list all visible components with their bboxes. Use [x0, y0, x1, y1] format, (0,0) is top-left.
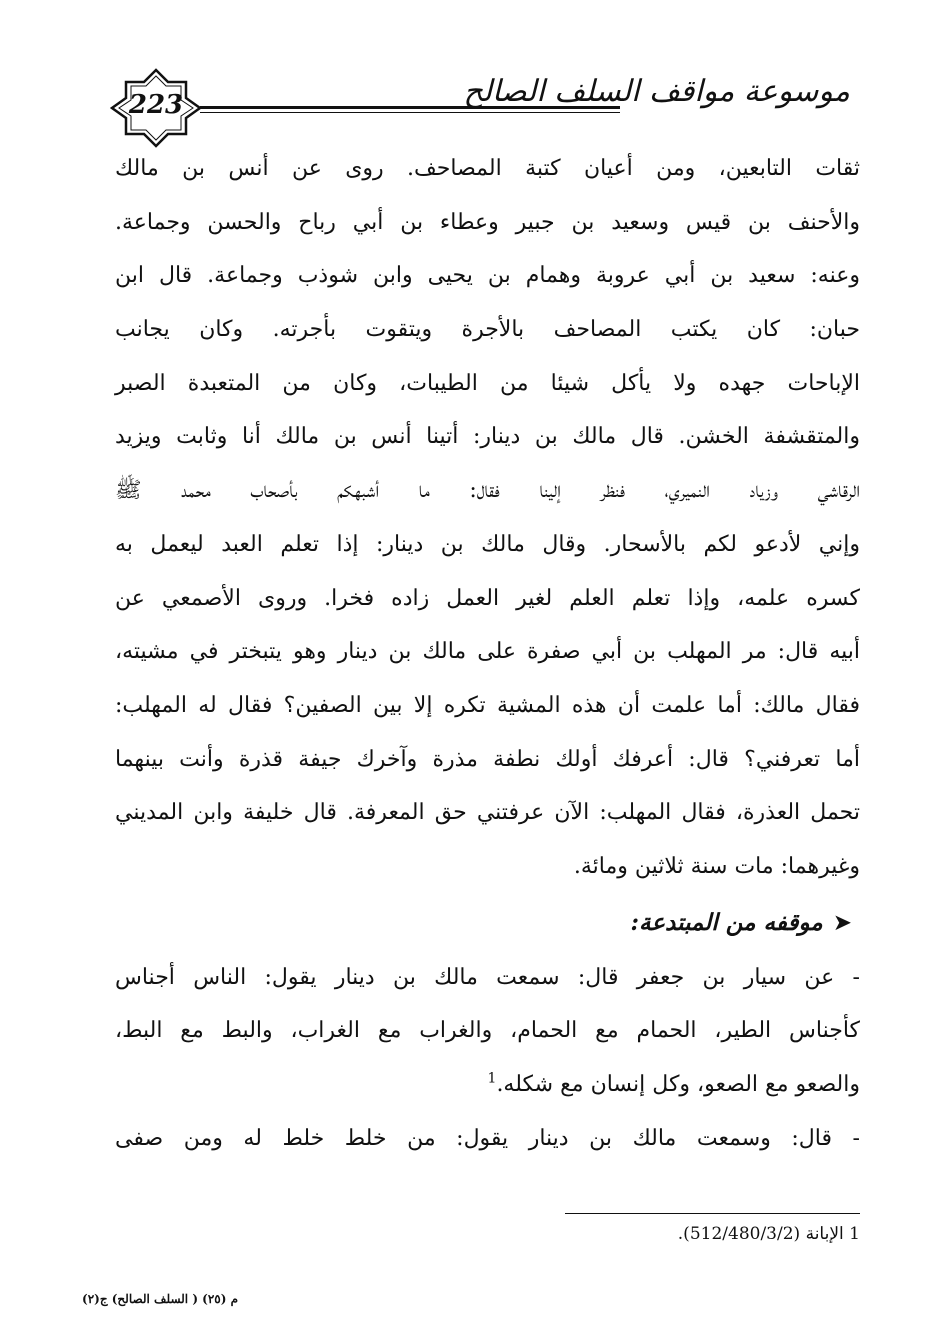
page-header — [90, 68, 850, 148]
text-line: وعنه: سعيد بن أبي عروبة وهمام بن يحيى وابن شوذب وجماعة. قال ابن — [115, 263, 860, 289]
main-text — [115, 142, 860, 1165]
section-heading-text: موقفه من المبتدعة: — [630, 908, 823, 936]
text-line: وإني لأدعو لكم بالأسحار. وقال مالك بن دينار: إذا تعلم العبد ليعمل به — [115, 531, 860, 557]
text-line: - عن سيار بن جعفر قال: سمعت مالك بن دينار يقول: الناس أجناس — [115, 964, 860, 990]
text-line: كأجناس الطير، الحمام مع الحمام، والغراب مع الغراب، والبط مع البط، — [115, 1018, 860, 1044]
footnote-rule — [565, 1213, 860, 1214]
running-title: موسوعة مواقف السلف الصالح — [463, 74, 850, 109]
text-line: أما تعرفني؟ قال: أعرفك أولك نطفة مذرة وآخرك جيفة قذرة وأنت بينهما — [115, 746, 860, 772]
arrow-bullet-icon: ➤ — [832, 909, 852, 936]
text-line-content: والصعو مع الصعو، وكل إنسان مع شكله. — [496, 1072, 860, 1097]
text-line: وغيرهما: مات سنة ثلاثين ومائة. — [573, 853, 860, 879]
header-rule-thin — [200, 112, 620, 113]
text-line: كسره علمه، وإذا تعلم العلم لغير العمل زاده فخرا. وروى الأصمعي عن — [115, 585, 860, 611]
text-line: تحمل العذرة، فقال المهلب: الآن عرفتني حق المعرفة. قال خليفة وابن المديني — [115, 800, 860, 826]
text-line: - قال: وسمعت مالك بن دينار يقول: من خلط خلط له ومن صفى — [115, 1125, 860, 1151]
text-line: والأحنف بن قيس وسعيد بن جبير وعطاء بن أبي رباح والحسن وجماعة. — [115, 209, 860, 235]
section-heading — [115, 894, 860, 951]
text-line: فقال مالك: أما علمت أن هذه المشية تكره إلا بين الصفين؟ فقال له المهلب: — [115, 692, 860, 718]
footnote: 1 الإبانة (512/480/3/2). — [677, 1224, 860, 1244]
text-line — [115, 1058, 860, 1112]
text-line: ثقات التابعين، ومن أعيان كتبة المصاحف. روى عن أنس بن مالك — [115, 156, 860, 181]
text-line: والمتقشفة الخشن. قال مالك بن دينار: أتينا أنس بن مالك أنا وثابت ويزيد — [115, 424, 860, 450]
text-line: حبان: كان يكتب المصاحف بالأجرة ويتقوت بأجرته. وكان يجانب — [115, 317, 860, 343]
text-line: الإباحات جهده ولا يأكل شيئا من الطيبات، وكان من المتعبدة الصبر — [115, 370, 860, 396]
text-line: أبيه قال: مر المهلب بن أبي صفرة على مالك بن دينار وهو يتبختر في مشيته، — [115, 639, 860, 665]
page-number-badge — [110, 68, 202, 148]
printer-signature: م (٢٥) ( السلف الصالح) ج(٢) — [82, 1292, 239, 1306]
footnote-marker: 1 — [487, 1070, 497, 1087]
page-number: 223 — [128, 90, 184, 120]
text-line: الرقاشي وزياد النميري، فنظر إلينا فقال: ما أشبهكم بأصحاب محمد ﷺ — [115, 478, 860, 504]
